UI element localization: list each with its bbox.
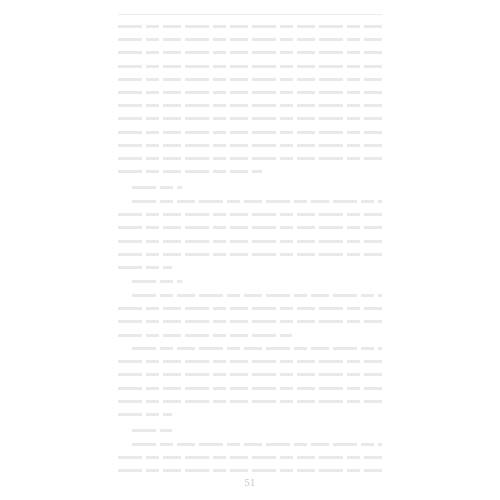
- paragraph-1: [118, 20, 382, 178]
- paragraph-3-line: [118, 208, 382, 221]
- paragraph-1-line: [118, 20, 382, 33]
- paragraph-2: [118, 181, 382, 194]
- paragraph-8-line: [118, 464, 382, 477]
- paragraph-1-line: [118, 139, 382, 152]
- paragraph-3-line: [118, 261, 382, 274]
- paragraph-7: [118, 424, 382, 437]
- paragraph-5-line: [118, 329, 382, 342]
- paragraph-3-line: [118, 221, 382, 234]
- paragraph-1-line: [118, 152, 382, 165]
- paragraph-6-line: [118, 408, 382, 421]
- paragraph-4-line: [118, 275, 382, 288]
- paragraph-6-line: [118, 355, 382, 368]
- paragraph-2-text: [118, 181, 119, 182]
- paragraph-1-line: [118, 46, 382, 59]
- paragraph-1-line: [118, 165, 382, 178]
- paragraph-6-line: [118, 368, 382, 381]
- paragraph-6-line: [118, 342, 382, 355]
- paragraph-5-text: [118, 289, 119, 290]
- paragraph-1-line: [118, 112, 382, 125]
- paragraph-5-line: [118, 315, 382, 328]
- paragraph-4: [118, 275, 382, 288]
- paragraph-6-line: [118, 395, 382, 408]
- paragraph-4-text: [118, 275, 119, 276]
- paragraph-5-line: [118, 302, 382, 315]
- paragraph-3-line: [118, 195, 382, 208]
- paragraph-6-text: [118, 342, 119, 343]
- paragraph-3: [118, 195, 382, 274]
- paragraph-1-line: [118, 60, 382, 73]
- running-header: [0, 2, 500, 12]
- paragraph-5: [118, 289, 382, 342]
- paragraph-2-line: [118, 181, 382, 194]
- header-divider: [118, 14, 382, 15]
- paragraph-5-line: [118, 289, 382, 302]
- paragraph-8-text: [118, 438, 119, 439]
- paragraph-1-line: [118, 73, 382, 86]
- paragraph-1-line: [118, 126, 382, 139]
- paragraph-8: [118, 438, 382, 478]
- paragraph-6-line: [118, 382, 382, 395]
- paragraph-1-text: [118, 20, 119, 21]
- paragraph-6: [118, 342, 382, 421]
- paragraph-7-text: [118, 424, 119, 425]
- paragraph-1-line: [118, 99, 382, 112]
- paragraph-1-line: [118, 33, 382, 46]
- paragraph-3-text: [118, 195, 119, 196]
- paragraph-3-line: [118, 235, 382, 248]
- page-number: 51: [244, 479, 256, 489]
- paragraph-8-line: [118, 451, 382, 464]
- paragraph-8-line: [118, 438, 382, 451]
- paragraph-1-line: [118, 86, 382, 99]
- paragraph-3-line: [118, 248, 382, 261]
- paragraph-7-line: [118, 424, 382, 437]
